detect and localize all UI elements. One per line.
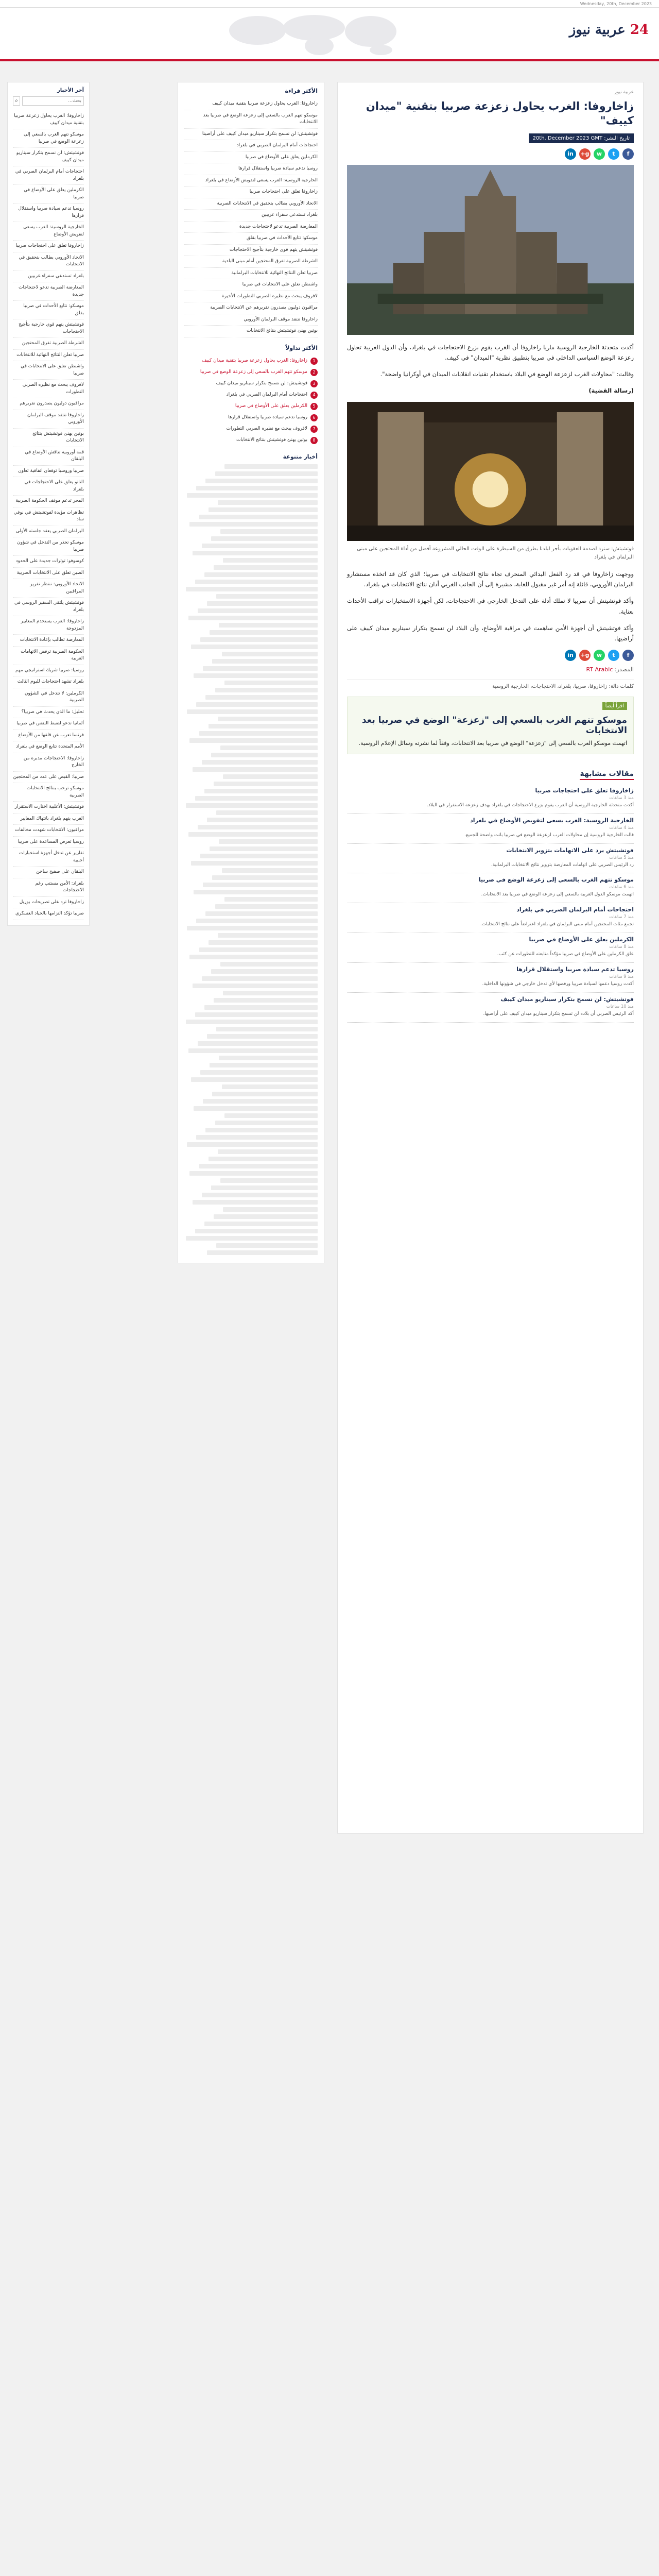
latest-news-item[interactable]: موسكو: نتابع الأحداث في صربيا بقلق	[13, 301, 84, 319]
facebook-share-button[interactable]: f	[622, 650, 634, 661]
placeholder-line	[220, 529, 318, 534]
article-paragraph: وقالت: "محاولات الغرب لزعزعة الوضع في البلاد باستخدام تقنيات انقلابات الميدان في أوكرانيا واضحة".	[380, 370, 634, 378]
latest-news-item[interactable]: البلقان على صفيح ساخن	[13, 867, 84, 878]
placeholder-line	[211, 753, 318, 757]
related-text: اتهمت موسكو الدول الغربية بالسعي إلى زعزعة الوضع في صربيا بعد الانتخابات.	[481, 892, 634, 897]
world-map-graphic	[216, 10, 402, 57]
most-read-link[interactable]: صربيا تعلن النتائج النهائية للانتخابات البرلمانية	[184, 268, 318, 280]
related-title[interactable]: الكرملين يعلق على الأوضاع في صربيا	[529, 936, 634, 943]
placeholder-line	[196, 702, 318, 707]
latest-news-item[interactable]: موسكو تحذر من التدخل في شؤون صربيا	[13, 537, 84, 556]
trending-title[interactable]: روسيا تدعم سيادة صربيا واستقلال قرارها	[228, 414, 307, 420]
latest-news-list	[13, 111, 84, 920]
linkedin-share-button[interactable]: in	[565, 148, 576, 160]
placeholder-line	[210, 846, 318, 851]
related-item[interactable]	[347, 963, 634, 993]
related-meta: منذ 7 ساعات	[609, 914, 634, 920]
read-also-text: اتهمت موسكو الغرب بالسعي إلى "زعزعة" الوضع في صربيا بعد الانتخابات، وفقاً لما نشرته وسائل الإعلام الروسية.	[358, 739, 627, 747]
trending-title[interactable]: زاخاروفا: الغرب يحاول زعزعة صربيا بتقنية ميدان كييف	[202, 358, 307, 363]
article-column	[337, 82, 644, 1834]
related-meta: منذ 5 ساعات	[609, 855, 634, 860]
twitter-share-button[interactable]: t	[608, 650, 619, 661]
placeholder-line	[187, 709, 318, 714]
trending-title[interactable]: لافروف يبحث مع نظيره الصربي التطورات	[226, 426, 307, 431]
latest-news-item[interactable]: موسكو ترحب بنتائج الانتخابات الصربية	[13, 783, 84, 802]
placeholder-line	[203, 666, 318, 671]
placeholder-line	[203, 1099, 318, 1104]
whatsapp-share-button[interactable]: w	[594, 148, 605, 160]
placeholder-line	[187, 493, 318, 498]
latest-news-item[interactable]: صربيا: القبض على عدد من المحتجين	[13, 772, 84, 784]
related-text: أكدت روسيا دعمها لسيادة صربيا ورفضها لأي تدخل خارجي في شؤونها الداخلية.	[482, 981, 634, 987]
related-item[interactable]	[347, 814, 634, 844]
placeholder-line	[222, 1084, 318, 1089]
trending-title[interactable]: موسكو تتهم الغرب بالسعي إلى زعزعة الوضع في صربيا	[200, 369, 307, 375]
related-meta: منذ 4 ساعات	[609, 825, 634, 831]
related-text: قالت الخارجية الروسية إن محاولات الغرب لزعزعة الوضع في صربيا باتت واضحة للجميع.	[464, 832, 634, 838]
article-subheading: (رسالة القضية)	[588, 387, 634, 395]
placeholder-line	[198, 1041, 318, 1046]
related-meta: منذ 9 ساعات	[609, 974, 634, 980]
current-date: Wednesday, 20th, December 2023	[580, 1, 652, 6]
placeholder-line	[189, 522, 318, 527]
placeholder-line	[193, 1200, 318, 1205]
related-text: علق الكرملين على الأوضاع في صربيا مؤكداً متابعته للتطورات عن كثب.	[497, 952, 634, 957]
placeholder-line	[209, 724, 318, 728]
related-title[interactable]: الخارجية الروسية: الغرب يسعى لتقويض الأوضاع في بلغراد	[470, 817, 634, 824]
placeholder-line	[194, 1106, 318, 1111]
related-item[interactable]	[347, 993, 634, 1023]
search-box	[13, 96, 84, 106]
trending-item[interactable]	[184, 412, 318, 423]
related-text: تجمع مئات المحتجين أمام مبنى البرلمان في بلغراد اعتراضاً على نتائج الانتخابات.	[480, 922, 634, 927]
placeholder-line	[186, 1236, 318, 1241]
article-main-image	[347, 165, 634, 335]
placeholder-line	[199, 947, 318, 952]
placeholder-line	[220, 1178, 318, 1183]
placeholder-line	[204, 789, 318, 793]
rank-number: 5	[310, 403, 318, 410]
related-item[interactable]	[347, 933, 634, 963]
related-title[interactable]: روسيا تدعم سيادة صربيا واستقلال قرارها	[516, 966, 634, 973]
placeholder-line	[195, 796, 318, 801]
source-link[interactable]: RT Arabic	[586, 666, 613, 673]
placeholder-line	[222, 868, 318, 873]
related-meta: منذ 6 ساعات	[609, 885, 634, 890]
latest-news-item[interactable]: قمة أوروبية تناقش الأوضاع في البلقان	[13, 447, 84, 466]
most-read-link[interactable]: واشنطن تعلق على الانتخابات في صربيا	[184, 279, 318, 291]
latest-news-item[interactable]: فوتشيتش: لن نسمح بتكرار سيناريو ميدان كييف	[13, 148, 84, 166]
most-read-link[interactable]: زاخاروفا تعلق على احتجاجات صربيا	[184, 187, 318, 198]
placeholder-line	[215, 471, 318, 476]
misc-news-heading: أخبار متنوعة	[283, 453, 318, 460]
source-label: المصدر:	[614, 666, 634, 673]
most-read-list	[184, 98, 318, 337]
related-heading: مقالات مشابهة	[580, 770, 634, 780]
placeholder-line	[204, 1005, 318, 1010]
article-source	[347, 666, 634, 673]
article-title: زاخاروفا: الغرب يحاول زعزعة صربيا بتقنية "ميدان كييف"	[366, 100, 634, 127]
most-read-link[interactable]: الشرطة الصربية تفرق المحتجين أمام مبنى البلدية	[184, 256, 318, 268]
latest-news-item[interactable]: المجر تدعم موقف الحكومة الصربية	[13, 496, 84, 507]
trending-title[interactable]: احتجاجات أمام البرلمان الصربي في بلغراد	[226, 392, 307, 397]
placeholder-line	[224, 464, 318, 469]
placeholder-line	[188, 1048, 318, 1053]
latest-news-item[interactable]: الأمم المتحدة تتابع الوضع في بلغراد	[13, 741, 84, 753]
search-icon[interactable]: ⌕	[13, 96, 20, 106]
placeholder-line	[218, 717, 318, 721]
placeholder-line	[193, 551, 318, 555]
twitter-share-button[interactable]: t	[608, 148, 619, 160]
latest-news-item[interactable]: فوتشيتش يلتقي السفير الروسي في بلغراد	[13, 598, 84, 616]
latest-news-item[interactable]: روسيا تعرض المساعدة على صربيا	[13, 837, 84, 849]
most-read-link[interactable]: بوتين يهنئ فوتشيتش بنتائج الانتخابات	[184, 326, 318, 337]
placeholder-line	[207, 1250, 318, 1255]
placeholder-line	[212, 659, 318, 664]
rank-number: 2	[310, 369, 318, 376]
rank-number: 8	[310, 437, 318, 444]
article-paragraph: أكدت متحدثة الخارجية الروسية ماريا زاخاروفا أن الغرب يقوم بزرع الاحتجاجات في بلغراد، وأن الدول الغربية تحاول زعزعة الوضع السياسي الداخلي في صربيا بتطبيق نظرية "الميدان" في كييف.	[347, 343, 634, 361]
latest-news-item[interactable]: الكرملين: لا نتدخل في الشؤون الصربية	[13, 688, 84, 707]
placeholder-line	[205, 911, 318, 916]
placeholder-line	[207, 818, 318, 822]
placeholder-line	[199, 515, 318, 519]
placeholder-line	[194, 673, 318, 678]
trending-heading: الأكثر تداولاً	[285, 344, 318, 351]
placeholder-line	[188, 832, 318, 837]
latest-news-item[interactable]: موسكو تتهم الغرب بالسعي إلى زعزعة الوضع في صربيا	[13, 129, 84, 148]
logo-number: 24	[630, 22, 649, 38]
publish-date: تاريخ النشر: 20th, December 2023 GMT	[529, 133, 634, 143]
placeholder-line	[205, 1128, 318, 1132]
placeholder-line	[210, 630, 318, 635]
placeholder-line	[200, 1070, 318, 1075]
placeholder-line	[193, 767, 318, 772]
latest-news-item[interactable]: مراقبون دوليون يصدرون تقريرهم	[13, 398, 84, 410]
placeholder-line	[214, 1214, 318, 1219]
latest-news-item[interactable]: ألمانيا تدعو لضبط النفس في صربيا	[13, 718, 84, 730]
latest-news-item[interactable]: زاخاروفا ترد على تصريحات بوريل	[13, 897, 84, 909]
placeholder-line	[209, 940, 318, 945]
related-text: رد الرئيس الصربي على اتهامات المعارضة بتزوير نتائج الانتخابات البرلمانية.	[491, 862, 634, 868]
placeholder-line	[223, 991, 318, 995]
latest-news-item[interactable]: فوتشيتش يتهم قوى خارجية بتأجيج الاحتجاجات	[13, 319, 84, 338]
latest-news-item[interactable]: فوتشيتش: الأغلبية اختارت الاستقرار	[13, 802, 84, 814]
facebook-share-button[interactable]: f	[622, 148, 634, 160]
placeholder-line	[186, 803, 318, 808]
search-input[interactable]	[22, 96, 84, 106]
related-text: أكد الرئيس الصربي أن بلاده لن تسمح بتكرار سيناريو ميدان كييف على أراضيها.	[483, 1011, 634, 1017]
related-meta: منذ 10 ساعات	[606, 1004, 634, 1010]
trending-list	[184, 355, 318, 446]
placeholder-line	[219, 623, 318, 628]
placeholder-line	[200, 637, 318, 642]
placeholder-line	[196, 919, 318, 923]
trending-title[interactable]: فوتشيتش: لن نسمح بتكرار سيناريو ميدان كييف	[216, 380, 307, 386]
latest-news-item[interactable]: واشنطن تعلق على الانتخابات في صربيا	[13, 361, 84, 380]
latest-news-item[interactable]: تظاهرات مؤيدة لفوتشيتش في نوفي ساد	[13, 507, 84, 526]
most-read-link[interactable]: روسيا تدعم سيادة صربيا واستقلال قرارها	[184, 163, 318, 175]
rank-number: 6	[310, 414, 318, 421]
placeholder-line	[202, 976, 318, 981]
placeholder-line	[204, 572, 318, 577]
most-read-heading: الأكثر قراءة	[285, 88, 318, 94]
most-read-link[interactable]: احتجاجات أمام البرلمان الصربي في بلغراد	[184, 140, 318, 152]
placeholder-line	[215, 904, 318, 909]
trending-title[interactable]: الكرملين يعلق على الأوضاع في صربيا	[235, 403, 307, 409]
latest-news-item[interactable]: روسيا تدعم سيادة صربيا واستقلال قرارها	[13, 204, 84, 222]
related-item[interactable]	[347, 903, 634, 933]
placeholder-line	[218, 500, 318, 505]
placeholder-line	[195, 1012, 318, 1017]
latest-news-item[interactable]: الناتو يعلق على الاحتجاجات في بلغراد	[13, 477, 84, 496]
latest-news-item[interactable]: زاخاروفا تعلق على احتجاجات صربيا	[13, 241, 84, 252]
most-read-link[interactable]: فوتشيتش يتهم قوى خارجية بتأجيج الاحتجاجات	[184, 245, 318, 257]
site-header	[0, 8, 659, 61]
latest-news-item[interactable]: المعارضة الصربية تدعو لاحتجاجات جديدة	[13, 282, 84, 301]
placeholder-line	[223, 774, 318, 779]
related-title[interactable]: فوتشيتش يرد على الاتهامات بتزوير الانتخابات	[506, 846, 634, 854]
publish-date-value: 20th, December 2023 GMT	[532, 135, 603, 141]
latest-news-item[interactable]: تقارير عن تدخل أجهزة استخبارات أجنبية	[13, 848, 84, 867]
placeholder-line	[198, 825, 318, 829]
related-item[interactable]	[347, 784, 634, 814]
trending-item[interactable]	[184, 378, 318, 389]
placeholder-line	[199, 1164, 318, 1168]
breadcrumb[interactable]: عربية نيوز	[614, 90, 634, 95]
related-item[interactable]	[347, 873, 634, 903]
related-meta: منذ 3 ساعات	[609, 795, 634, 801]
placeholder-line	[216, 594, 318, 599]
most-read-link[interactable]: زاخاروفا تنتقد موقف البرلمان الأوروبي	[184, 314, 318, 326]
latest-news-item[interactable]: بوتين يهنئ فوتشيتش بنتائج الانتخابات	[13, 429, 84, 447]
rank-number: 1	[310, 358, 318, 365]
most-read-link[interactable]: موسكو: نتابع الأحداث في صربيا بقلق	[184, 233, 318, 245]
placeholder-line	[224, 681, 318, 685]
rank-number: 3	[310, 380, 318, 387]
article-paragraph: وأكد فوتشيتش أن صربيا لا تملك أدلة على التدخل الخارجي في الاحتجاجات، لكن أجهزة الاستخبارات تراقب الأحداث بعناية.	[347, 597, 634, 615]
trending-item[interactable]	[184, 367, 318, 378]
latest-news-item[interactable]: الشرطة الصربية تفرق المحتجين	[13, 338, 84, 350]
misc-news-placeholder	[184, 464, 318, 1255]
trending-item[interactable]	[184, 423, 318, 435]
related-title[interactable]: موسكو تتهم الغرب بالسعي إلى زعزعة الوضع في صربيا	[478, 876, 634, 884]
read-also-box[interactable]	[347, 697, 634, 754]
placeholder-line	[215, 1121, 318, 1125]
whatsapp-share-button[interactable]: w	[594, 650, 605, 661]
rank-number: 4	[310, 392, 318, 399]
most-read-link[interactable]: مراقبون دوليون يصدرون تقريرهم عن الانتخابات الصربية	[184, 302, 318, 314]
placeholder-line	[223, 558, 318, 563]
placeholder-line	[189, 738, 318, 743]
logo-text: عربية نيوز	[569, 22, 626, 38]
latest-news-item[interactable]: زاخاروفا: الغرب يحاول زعزعة صربيا بتقنية ميدان كييف	[13, 111, 84, 129]
latest-news-heading: آخر الأخبار	[57, 88, 84, 93]
placeholder-line	[186, 587, 318, 591]
latest-news-item[interactable]: بلغراد: الأمن مستتب رغم الاحتجاجات	[13, 878, 84, 897]
site-logo[interactable]	[569, 22, 649, 38]
latest-news-item[interactable]: زاخاروفا: الاحتجاجات مدبرة من الخارج	[13, 753, 84, 772]
placeholder-line	[224, 897, 318, 902]
latest-news-item[interactable]: مراقبون: الانتخابات شهدت مخالفات	[13, 825, 84, 837]
placeholder-line	[211, 969, 318, 974]
latest-news-item[interactable]: المعارضة تطالب بإعادة الانتخابات	[13, 635, 84, 647]
most-read-link[interactable]: فوتشيتش: لن نسمح بتكرار سيناريو ميدان كييف على أراضينا	[184, 129, 318, 141]
latest-news-item[interactable]: زاخاروفا: الغرب يستخدم المعايير المزدوجة	[13, 616, 84, 635]
placeholder-line	[198, 608, 318, 613]
article-paragraph: وأكد فوتشيتش أن أجهزة الأمن ساهمت في مراقبة الأوضاع، وأن البلاد لن تسمح بتكرار سيناريو ميدان كييف على أراضيها.	[347, 624, 634, 642]
latest-news-item[interactable]: الصين تعلق على الانتخابات الصربية	[13, 568, 84, 580]
latest-news-item[interactable]: احتجاجات أمام البرلمان الصربي في بلغراد	[13, 166, 84, 185]
related-list	[347, 784, 634, 1023]
most-read-link[interactable]: الخارجية الروسية: الغرب يسعى لتقويض الأوضاع في بلغراد	[184, 175, 318, 187]
placeholder-line	[218, 933, 318, 938]
latest-news-item[interactable]: الخارجية الروسية: الغرب يسعى لتقويض الأوضاع	[13, 222, 84, 241]
most-read-link[interactable]: الاتحاد الأوروبي يطالب بتحقيق في الانتخابات الصربية	[184, 198, 318, 210]
googleplus-share-button[interactable]: g+	[579, 148, 591, 160]
placeholder-line	[202, 760, 318, 765]
latest-news-item[interactable]: زاخاروفا تنتقد موقف البرلمان الأوروبي	[13, 410, 84, 429]
related-title[interactable]: فوتشيتش: لن نسمح بتكرار سيناريو ميدان كييف	[500, 996, 634, 1003]
related-text: أكدت متحدثة الخارجية الروسية أن الغرب يقوم بزرع الاحتجاجات في بلغراد بهدف زعزعة الاستقرار في البلاد.	[427, 802, 634, 808]
related-title[interactable]: احتجاجات أمام البرلمان الصربي في بلغراد	[516, 906, 634, 913]
placeholder-line	[191, 1077, 318, 1082]
placeholder-line	[211, 1185, 318, 1190]
read-also-label: اقرأ أيضاً	[602, 702, 627, 710]
rank-number: 7	[310, 426, 318, 433]
placeholder-line	[188, 616, 318, 620]
placeholder-line	[196, 486, 318, 490]
share-bar-bottom	[347, 650, 634, 661]
article-second-image	[347, 402, 634, 541]
latest-news-item[interactable]: صربيا وروسيا توقعان اتفاقية تعاون	[13, 466, 84, 478]
latest-news-item[interactable]: الاتحاد الأوروبي يطالب بتحقيق في الانتخابات	[13, 252, 84, 271]
article-tags[interactable]: كلمات دالة: زاخاروفا، صربيا، بلغراد، الاحتجاجات، الخارجية الروسية	[347, 679, 634, 689]
read-also-title[interactable]: موسكو تتهم الغرب بالسعي إلى "زعزعة" الوضع في صربيا بعد الانتخابات	[361, 715, 627, 736]
placeholder-line	[219, 839, 318, 844]
placeholder-line	[187, 926, 318, 930]
most-read-link[interactable]: لافروف يبحث مع نظيره الصربي التطورات الأخيرة	[184, 291, 318, 303]
latest-news-item[interactable]: روسيا: صربيا شريك استراتيجي مهم	[13, 665, 84, 677]
latest-news-item[interactable]: بلغراد تستدعي سفراء غربيين	[13, 271, 84, 283]
trending-item[interactable]	[184, 435, 318, 446]
trending-title[interactable]: بوتين يهنئ فوتشيتش بنتائج الانتخابات	[236, 437, 307, 443]
placeholder-line	[205, 695, 318, 700]
placeholder-line	[219, 1056, 318, 1060]
most-read-link[interactable]: بلغراد تستدعي سفراء غربيين	[184, 210, 318, 222]
related-title[interactable]: زاخاروفا تعلق على احتجاجات صربيا	[535, 787, 634, 794]
placeholder-line	[200, 854, 318, 858]
latest-news-item[interactable]: صربيا تؤكد التزامها بالحياد العسكري	[13, 908, 84, 920]
placeholder-line	[194, 890, 318, 894]
trending-item[interactable]	[184, 389, 318, 401]
placeholder-line	[212, 875, 318, 880]
placeholder-line	[187, 1142, 318, 1147]
placeholder-line	[220, 745, 318, 750]
placeholder-line	[186, 1020, 318, 1024]
placeholder-line	[212, 1092, 318, 1096]
placeholder-line	[220, 962, 318, 967]
latest-news-item[interactable]: تحليل: ما الذي يحدث في صربيا؟	[13, 707, 84, 719]
placeholder-line	[216, 810, 318, 815]
placeholder-line	[202, 544, 318, 548]
placeholder-line	[189, 955, 318, 959]
latest-news-item[interactable]: الاتحاد الأوروبي: ننتظر تقرير المراقبين	[13, 579, 84, 598]
trending-item[interactable]	[184, 355, 318, 367]
placeholder-line	[189, 1171, 318, 1176]
related-meta: منذ 8 ساعات	[609, 944, 634, 950]
latest-news-item[interactable]: فرنسا تعرب عن قلقها من الأوضاع	[13, 730, 84, 742]
placeholder-line	[199, 731, 318, 736]
latest-news-item[interactable]: بلغراد تشهد احتجاجات لليوم الثالث	[13, 676, 84, 688]
placeholder-line	[215, 688, 318, 692]
related-item[interactable]	[347, 844, 634, 874]
placeholder-line	[191, 861, 318, 866]
most-read-link[interactable]: زاخاروفا: الغرب يحاول زعزعة صربيا بتقنية ميدان كييف	[184, 98, 318, 110]
placeholder-line	[191, 645, 318, 649]
placeholder-line	[216, 1027, 318, 1031]
image-caption: فوتشيتش: سنرد لصدمة العقوبات بأجر لبلدنا بطرق من السيطرة على الوقت الحالي المشروعة أفضل من أداة المحتجين على مبنى البرلمان في بلغراد	[357, 546, 634, 561]
latest-news-item[interactable]: الحكومة الصربية ترفض الاتهامات الغربية	[13, 647, 84, 665]
placeholder-line	[210, 1063, 318, 1067]
placeholder-line	[203, 883, 318, 887]
linkedin-share-button[interactable]: in	[565, 650, 576, 661]
placeholder-line	[223, 1207, 318, 1212]
most-read-link[interactable]: موسكو تتهم الغرب بالسعي إلى زعزعة الوضع في صربيا بعد الانتخابات	[184, 110, 318, 129]
latest-news-item[interactable]: الغرب يتهم بلغراد بانتهاك المعايير	[13, 814, 84, 825]
placeholder-line	[211, 536, 318, 541]
share-bar	[347, 148, 634, 160]
placeholder-line	[214, 998, 318, 1003]
placeholder-line	[207, 601, 318, 606]
placeholder-line	[202, 1193, 318, 1197]
trending-item[interactable]	[184, 401, 318, 412]
latest-news-item[interactable]: الكرملين يعلق على الأوضاع في صربيا	[13, 185, 84, 204]
placeholder-line	[195, 1229, 318, 1233]
placeholder-line	[205, 479, 318, 483]
placeholder-line	[209, 1157, 318, 1161]
placeholder-line	[216, 1243, 318, 1248]
placeholder-line	[218, 1149, 318, 1154]
publish-date-label: تاريخ النشر	[605, 135, 630, 141]
latest-news-item[interactable]: كوسوفو: توترات جديدة على الحدود	[13, 556, 84, 568]
googleplus-share-button[interactable]: g+	[579, 650, 591, 661]
placeholder-line	[193, 984, 318, 988]
most-read-link[interactable]: الكرملين يعلق على الأوضاع في صربيا	[184, 152, 318, 164]
placeholder-line	[209, 507, 318, 512]
placeholder-line	[204, 1222, 318, 1226]
placeholder-line	[222, 652, 318, 656]
placeholder-line	[207, 1034, 318, 1039]
placeholder-line	[196, 1135, 318, 1140]
placeholder-line	[195, 580, 318, 584]
latest-news-sidebar	[7, 82, 90, 926]
article-paragraph: ووجهت زاخاروفا في قد رد الفعل البدائي المنحرف تجاه نتائج الانتخابات في صربيا؛ الذي كان قد اتخذه مستشارو البرلمان الأوروبي، قائلة إنه أمر غير مقبول للغاية، مشيرة إلى أن الجانب الغربي أدان نتائج الانتخابات في بلغراد.	[347, 570, 634, 588]
top-bar	[0, 0, 659, 8]
most-read-column	[178, 82, 324, 1263]
most-read-link[interactable]: المعارضة الصربية تدعو لاحتجاجات جديدة	[184, 222, 318, 233]
placeholder-line	[214, 565, 318, 570]
latest-news-item[interactable]: صربيا تعلن النتائج النهائية للانتخابات	[13, 350, 84, 362]
latest-news-item[interactable]: البرلمان الصربي يعقد جلسته الأولى	[13, 526, 84, 538]
latest-news-item[interactable]: لافروف يبحث مع نظيره الصربي التطورات	[13, 380, 84, 398]
placeholder-line	[214, 782, 318, 786]
placeholder-line	[224, 1113, 318, 1118]
